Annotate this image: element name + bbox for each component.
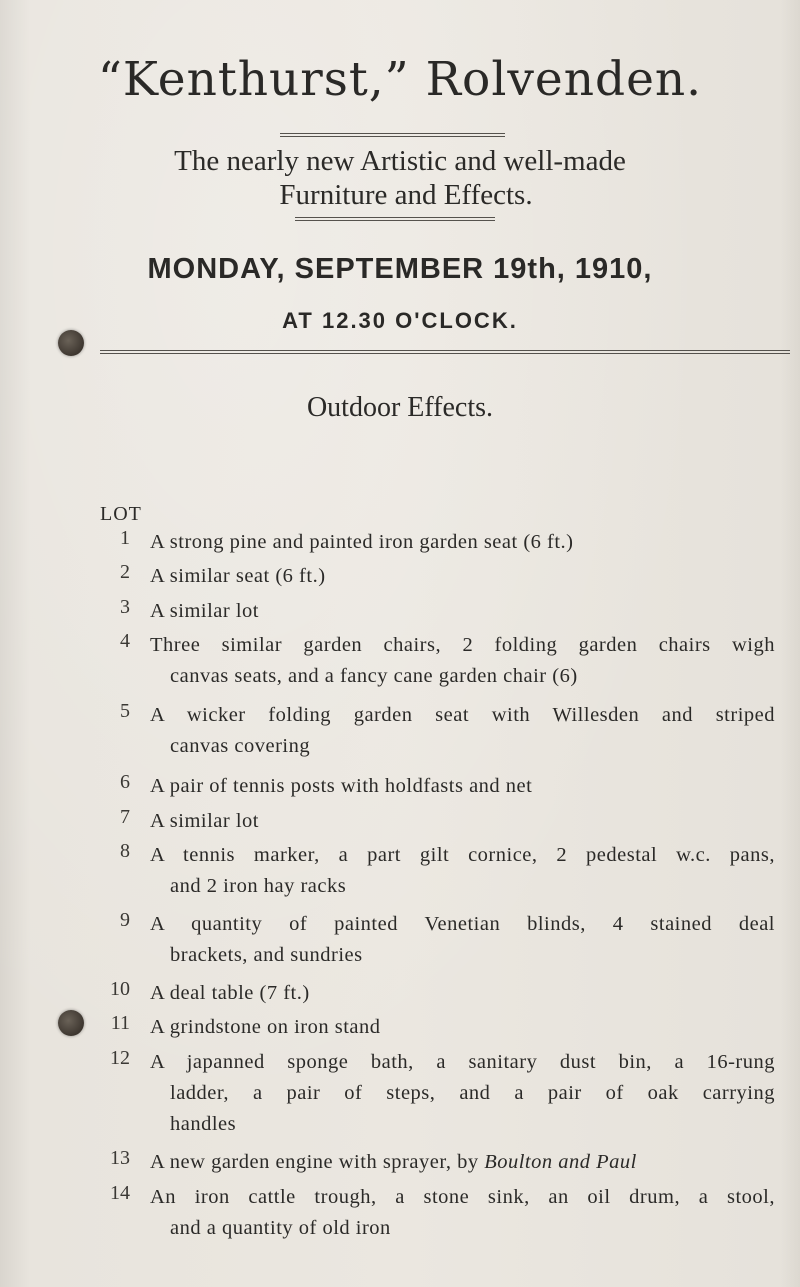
lot-description-line1: A tennis marker, a part gilt cornice, 2 pedestal w.c. pans,	[150, 844, 775, 866]
lot-number: 5	[120, 700, 130, 722]
lot-description: A deal table (7 ft.)	[150, 982, 310, 1004]
lot-description: A similar seat (6 ft.)	[150, 565, 326, 587]
lot-number: 10	[110, 978, 130, 1000]
lot-description-line2: canvas covering	[170, 735, 311, 757]
lot-description-line1: A japanned sponge bath, a sanitary dust bin, a 16-rung	[150, 1051, 775, 1073]
sale-description-line2: Furniture and Effects.	[279, 179, 533, 211]
lot-description-line2: and 2 iron hay racks	[170, 875, 347, 897]
lot-description-text: A new garden engine with sprayer, by	[150, 1151, 485, 1173]
lot-number: 3	[120, 596, 130, 618]
section-title: Outdoor Effects.	[306, 392, 494, 423]
lot-description: A strong pine and painted iron garden seat (6 ft.)	[150, 531, 574, 553]
lot-number: 4	[120, 630, 130, 652]
sale-time: AT 12.30 O'CLOCK.	[282, 308, 518, 333]
lot-number: 2	[120, 561, 130, 583]
maker-name: Boulton and Paul	[484, 1151, 637, 1173]
lot-description-line2: ladder, a pair of steps, and a pair of oak carrying	[170, 1082, 775, 1104]
title-rule	[280, 133, 505, 137]
lot-number: 7	[120, 806, 130, 828]
subtitle-rule	[295, 217, 495, 221]
lot-description-line2: brackets, and sundries	[170, 944, 363, 966]
lot-description-line1: Three similar garden chairs, 2 folding garden chairs wigh	[150, 634, 775, 656]
lot-number: 9	[120, 909, 130, 931]
binding-hole-bottom	[58, 1010, 84, 1036]
lot-number: 11	[110, 1012, 130, 1034]
lot-description: A pair of tennis posts with holdfasts and net	[150, 775, 533, 797]
header-divider	[100, 350, 790, 354]
lot-number: 12	[110, 1047, 130, 1069]
lot-description-line2: canvas seats, and a fancy cane garden chair (6)	[170, 665, 578, 687]
lot-description: A similar lot	[150, 600, 259, 622]
lot-description: A similar lot	[150, 810, 259, 832]
lot-description-line1: A quantity of painted Venetian blinds, 4 stained deal	[150, 913, 775, 935]
lot-number: 8	[120, 840, 130, 862]
lot-description-line1: A wicker folding garden seat with Willesden and striped	[150, 704, 775, 726]
lot-number: 1	[120, 527, 130, 549]
lot-description: A grindstone on iron stand	[150, 1016, 381, 1038]
lot-number: 13	[110, 1147, 130, 1169]
sale-description-line1: The nearly new Artistic and well-made	[174, 145, 626, 177]
lot-number: 6	[120, 771, 130, 793]
sale-date: MONDAY, SEPTEMBER 19th, 1910,	[147, 253, 653, 285]
lot-description	[150, 1147, 775, 1178]
lot-description-line2: and a quantity of old iron	[170, 1217, 391, 1239]
property-title: “Kenthurst,” Rolvenden.	[97, 52, 703, 107]
lot-column-header: LOT	[100, 503, 142, 525]
lot-number: 14	[110, 1182, 130, 1204]
lot-description-line1: An iron cattle trough, a stone sink, an oil drum, a stool,	[150, 1186, 775, 1208]
lot-description-line3: handles	[170, 1113, 237, 1135]
